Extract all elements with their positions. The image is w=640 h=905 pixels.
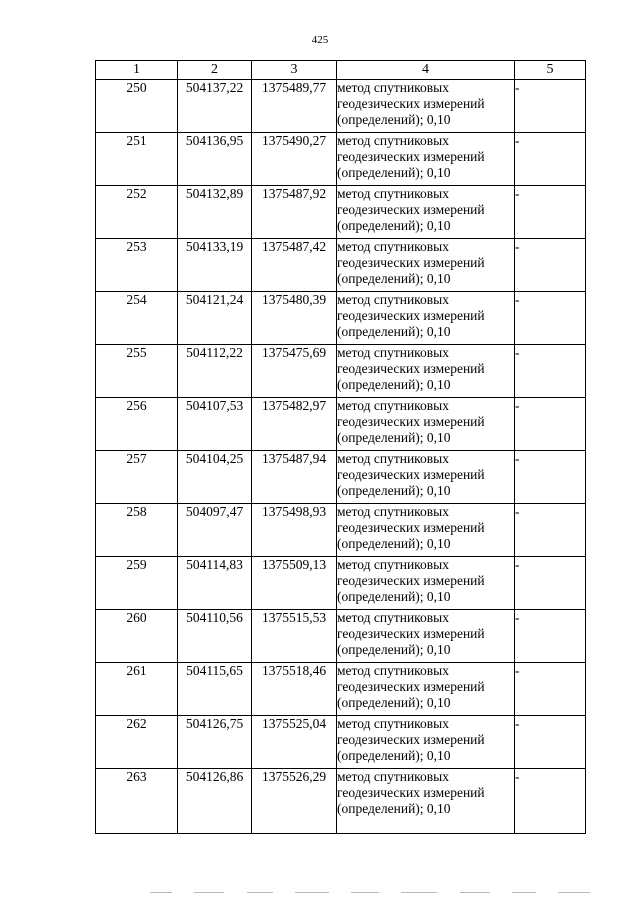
method-text-line: (определений); 0,10: [337, 112, 451, 127]
coordinates-table: [95, 60, 586, 834]
y-coordinate-cell: 1375487,94: [252, 451, 337, 504]
method-text-line: геодезических измерений: [337, 414, 485, 429]
note-cell: -: [515, 345, 586, 398]
table-header-row: [96, 61, 586, 80]
method-text-line: (определений); 0,10: [337, 801, 451, 816]
table-row: [96, 504, 586, 557]
note-cell: -: [515, 133, 586, 186]
method-text-line: геодезических измерений: [337, 626, 485, 641]
method-text-line: (определений); 0,10: [337, 165, 451, 180]
point-number-cell: 262: [96, 716, 178, 769]
note-cell: -: [515, 292, 586, 345]
note-cell: -: [515, 769, 586, 834]
method-text-line: (определений); 0,10: [337, 377, 451, 392]
y-coordinate-cell: 1375482,97: [252, 398, 337, 451]
method-text-line: геодезических измерений: [337, 361, 485, 376]
x-coordinate-cell: 504132,89: [178, 186, 252, 239]
method-text-line: (определений); 0,10: [337, 430, 451, 445]
note-cell: -: [515, 239, 586, 292]
method-text-line: (определений); 0,10: [337, 642, 451, 657]
method-text-line: геодезических измерений: [337, 255, 485, 270]
point-number-cell: 259: [96, 557, 178, 610]
table-row: [96, 80, 586, 133]
method-text-line: геодезических измерений: [337, 785, 485, 800]
column-header-2: 2: [178, 61, 252, 80]
table-row: [96, 345, 586, 398]
y-coordinate-cell: 1375487,92: [252, 186, 337, 239]
point-number-cell: 258: [96, 504, 178, 557]
method-text-line: метод спутниковых: [337, 398, 449, 413]
x-coordinate-cell: 504107,53: [178, 398, 252, 451]
point-number-cell: 251: [96, 133, 178, 186]
x-coordinate-cell: 504114,83: [178, 557, 252, 610]
column-header-1: 1: [96, 61, 178, 80]
method-text-line: геодезических измерений: [337, 308, 485, 323]
point-number-cell: 252: [96, 186, 178, 239]
method-cell: [337, 610, 515, 663]
method-cell: [337, 186, 515, 239]
note-cell: -: [515, 398, 586, 451]
column-header-3: 3: [252, 61, 337, 80]
page-number: 425: [311, 34, 329, 46]
point-number-cell: 260: [96, 610, 178, 663]
x-coordinate-cell: 504115,65: [178, 663, 252, 716]
y-coordinate-cell: 1375526,29: [252, 769, 337, 834]
note-cell: -: [515, 557, 586, 610]
table-row: [96, 398, 586, 451]
method-cell: [337, 451, 515, 504]
note-cell: -: [515, 716, 586, 769]
x-coordinate-cell: 504133,19: [178, 239, 252, 292]
y-coordinate-cell: 1375475,69: [252, 345, 337, 398]
y-coordinate-cell: 1375518,46: [252, 663, 337, 716]
table-row: [96, 292, 586, 345]
method-text-line: метод спутниковых: [337, 504, 449, 519]
method-text-line: метод спутниковых: [337, 451, 449, 466]
method-text-line: геодезических измерений: [337, 467, 485, 482]
table-row: [96, 186, 586, 239]
x-coordinate-cell: 504104,25: [178, 451, 252, 504]
x-coordinate-cell: 504136,95: [178, 133, 252, 186]
method-text-line: геодезических измерений: [337, 96, 485, 111]
note-cell: -: [515, 504, 586, 557]
point-number-cell: 254: [96, 292, 178, 345]
method-text-line: (определений); 0,10: [337, 536, 451, 551]
method-text-line: метод спутниковых: [337, 239, 449, 254]
column-header-5: 5: [515, 61, 586, 80]
y-coordinate-cell: 1375509,13: [252, 557, 337, 610]
table-row: [96, 451, 586, 504]
method-text-line: (определений); 0,10: [337, 695, 451, 710]
method-text-line: (определений); 0,10: [337, 589, 451, 604]
point-number-cell: 261: [96, 663, 178, 716]
method-text-line: метод спутниковых: [337, 80, 449, 95]
y-coordinate-cell: 1375480,39: [252, 292, 337, 345]
y-coordinate-cell: 1375489,77: [252, 80, 337, 133]
column-header-4: 4: [337, 61, 515, 80]
method-text-line: метод спутниковых: [337, 557, 449, 572]
y-coordinate-cell: 1375498,93: [252, 504, 337, 557]
note-cell: -: [515, 80, 586, 133]
point-number-cell: 256: [96, 398, 178, 451]
y-coordinate-cell: 1375525,04: [252, 716, 337, 769]
bottom-edge-marks: [150, 888, 590, 896]
method-cell: [337, 504, 515, 557]
table-row: [96, 610, 586, 663]
note-cell: -: [515, 451, 586, 504]
method-cell: [337, 557, 515, 610]
x-coordinate-cell: 504112,22: [178, 345, 252, 398]
point-number-cell: 253: [96, 239, 178, 292]
method-text-line: геодезических измерений: [337, 679, 485, 694]
table-body: [96, 80, 586, 834]
method-cell: [337, 239, 515, 292]
method-text-line: метод спутниковых: [337, 133, 449, 148]
note-cell: -: [515, 186, 586, 239]
method-text-line: геодезических измерений: [337, 732, 485, 747]
method-text-line: метод спутниковых: [337, 186, 449, 201]
method-text-line: метод спутниковых: [337, 345, 449, 360]
method-cell: [337, 716, 515, 769]
method-text-line: (определений); 0,10: [337, 218, 451, 233]
y-coordinate-cell: 1375490,27: [252, 133, 337, 186]
table-row: [96, 716, 586, 769]
table-row: [96, 133, 586, 186]
method-text-line: (определений); 0,10: [337, 748, 451, 763]
method-text-line: геодезических измерений: [337, 202, 485, 217]
method-text-line: метод спутниковых: [337, 610, 449, 625]
method-text-line: (определений); 0,10: [337, 324, 451, 339]
x-coordinate-cell: 504121,24: [178, 292, 252, 345]
method-text-line: метод спутниковых: [337, 769, 449, 784]
x-coordinate-cell: 504097,47: [178, 504, 252, 557]
method-cell: [337, 80, 515, 133]
y-coordinate-cell: 1375487,42: [252, 239, 337, 292]
method-text-line: (определений); 0,10: [337, 483, 451, 498]
method-text-line: геодезических измерений: [337, 149, 485, 164]
x-coordinate-cell: 504110,56: [178, 610, 252, 663]
y-coordinate-cell: 1375515,53: [252, 610, 337, 663]
method-text-line: (определений); 0,10: [337, 271, 451, 286]
note-cell: -: [515, 663, 586, 716]
table-row: [96, 769, 586, 834]
method-cell: [337, 345, 515, 398]
method-text-line: геодезических измерений: [337, 573, 485, 588]
point-number-cell: 255: [96, 345, 178, 398]
x-coordinate-cell: 504137,22: [178, 80, 252, 133]
point-number-cell: 263: [96, 769, 178, 834]
table-row: [96, 663, 586, 716]
method-cell: [337, 292, 515, 345]
method-text-line: метод спутниковых: [337, 292, 449, 307]
method-cell: [337, 398, 515, 451]
method-cell: [337, 133, 515, 186]
method-text-line: геодезических измерений: [337, 520, 485, 535]
method-cell: [337, 663, 515, 716]
note-cell: -: [515, 610, 586, 663]
point-number-cell: 257: [96, 451, 178, 504]
method-text-line: метод спутниковых: [337, 716, 449, 731]
x-coordinate-cell: 504126,75: [178, 716, 252, 769]
table-row: [96, 557, 586, 610]
point-number-cell: 250: [96, 80, 178, 133]
table-row: [96, 239, 586, 292]
x-coordinate-cell: 504126,86: [178, 769, 252, 834]
method-cell: [337, 769, 515, 834]
method-text-line: метод спутниковых: [337, 663, 449, 678]
